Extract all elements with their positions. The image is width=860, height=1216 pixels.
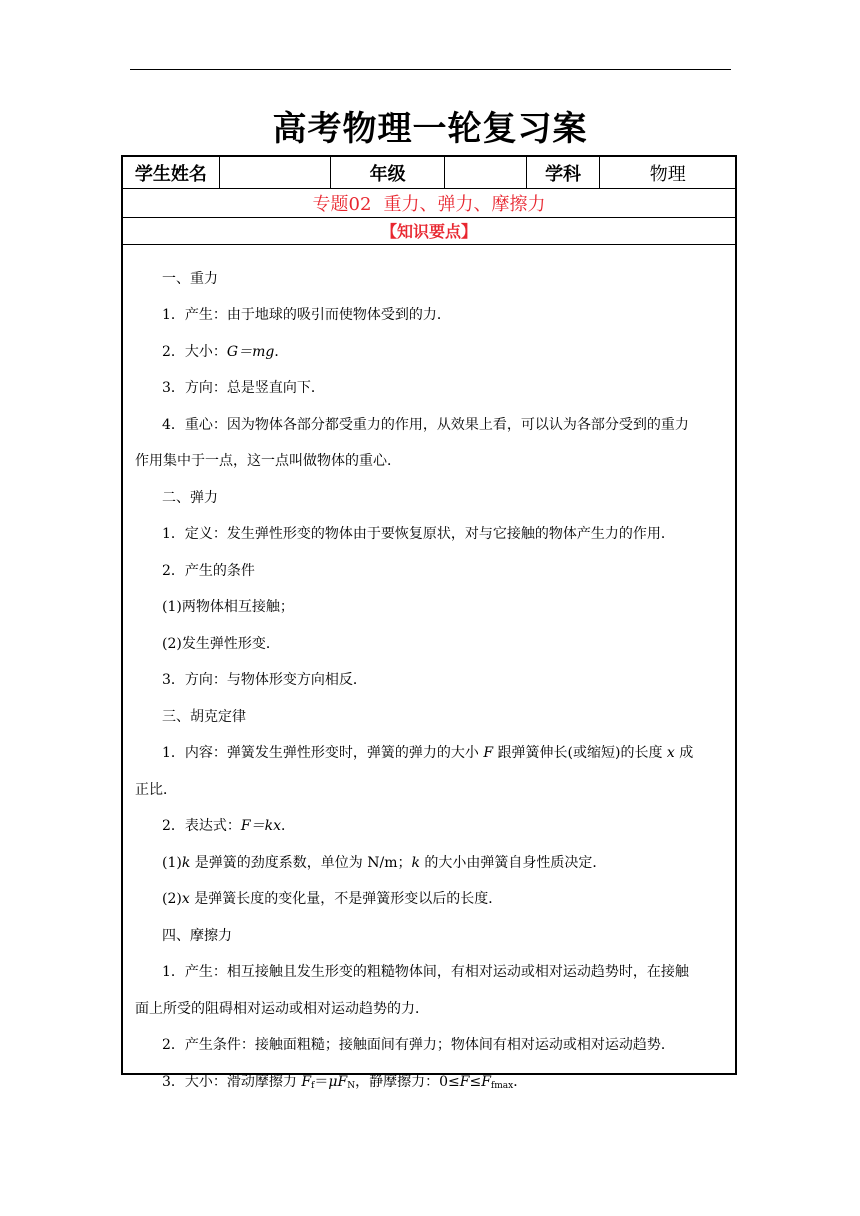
page-title: 高考物理一轮复习案 — [272, 109, 588, 149]
student-name-field[interactable] — [220, 157, 332, 188]
elastic-condition-1: (1)两物体相互接触； — [162, 599, 294, 615]
gravity-center-line1: 4．重心：因为物体各部分都受重力的作用，从效果上看，可以认为各部分受到的重力 — [162, 417, 689, 433]
hooke-note-2: (2)x 是弹簧长度的变化量，不是弹簧形变以后的长度． — [162, 891, 503, 907]
gravity-center-line2: 作用集中于一点，这一点叫做物体的重心． — [135, 453, 401, 469]
hooke-expression: 2．表达式：F＝kx． — [162, 818, 296, 834]
elastic-condition-2: (2)发生弹性形变． — [162, 636, 280, 652]
elastic-conditions-title: 2．产生的条件 — [162, 563, 255, 579]
hooke-heading: 三、胡克定律 — [162, 709, 246, 725]
topic-name: 重力、弹力、摩擦力 — [383, 193, 546, 215]
hooke-content-line2: 正比． — [135, 782, 177, 798]
gravity-heading: 一、重力 — [162, 271, 218, 287]
elastic-definition: 1．定义：发生弹性形变的物体由于要恢复原状，对与它接触的物体产生力的作用． — [162, 526, 675, 542]
hooke-note-1: (1)k 是弹簧的劲度系数，单位为 N/m；k 的大小由弹簧自身性质决定． — [162, 855, 607, 871]
gravity-direction: 3．方向：总是竖直向下． — [162, 380, 325, 396]
topic-row — [123, 188, 735, 218]
grade-field[interactable] — [445, 157, 527, 188]
friction-heading: 四、摩擦力 — [162, 928, 232, 944]
friction-magnitude: 3．大小：滑动摩擦力 $F_f=\mu F_N$，静摩擦力：$0\le F\le F_{fmax}$． — [162, 1074, 528, 1091]
subject-label: 学科 — [527, 157, 601, 188]
friction-conditions: 2．产生条件：接触面粗糙；接触面间有弹力；物体间有相对运动或相对运动趋势． — [162, 1037, 675, 1053]
worksheet-frame — [121, 155, 737, 1091]
friction-origin-line1: 1．产生：相互接触且发生形变的粗糙物体间，有相对运动或相对运动趋势时，在接触 — [162, 964, 689, 980]
info-row — [123, 157, 735, 189]
grade-label: 年级 — [331, 157, 445, 188]
elastic-direction: 3．方向：与物体形变方向相反． — [162, 672, 367, 688]
section-title: 【知识要点】 — [123, 217, 735, 245]
friction-origin-line2: 面上所受的阻碍相对运动或相对运动趋势的力． — [135, 1001, 429, 1017]
student-name-label: 学生姓名 — [123, 157, 220, 188]
elastic-heading: 二、弹力 — [162, 490, 218, 506]
topic-number: 专题02 — [312, 193, 372, 215]
subject-value: 物理 — [649, 163, 686, 185]
hooke-content-line1: 1．内容：弹簧发生弹性形变时，弹簧的弹力的大小 F 跟弹簧伸长(或缩短)的长度 x 成 — [162, 745, 694, 761]
gravity-magnitude: 2．大小：G＝mg． — [162, 344, 289, 360]
gravity-origin: 1．产生：由于地球的吸引而使物体受到的力． — [162, 307, 451, 323]
header-rule — [130, 69, 731, 70]
